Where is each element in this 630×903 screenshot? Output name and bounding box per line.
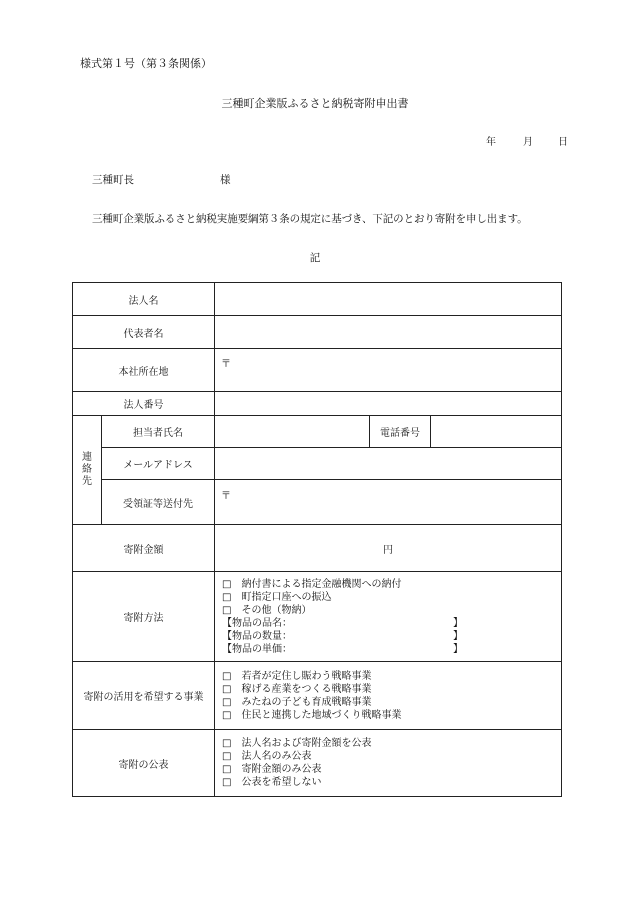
row-corp-number xyxy=(73,392,562,416)
receipt-address-label: 受領証等送付先 xyxy=(102,480,215,525)
date-day: 日 xyxy=(558,137,568,148)
goods-unit-price-field[interactable]: 【物品の単価： 】 xyxy=(222,643,463,655)
publish-options xyxy=(215,730,562,797)
amount-label: 寄附金額 xyxy=(73,525,215,572)
corp-number-label: 法人番号 xyxy=(73,392,215,416)
row-email xyxy=(73,448,562,480)
addressee: 三種町長 xyxy=(92,174,134,186)
contact-group-label: 連絡先 xyxy=(73,416,102,525)
ki-heading: 記 xyxy=(309,252,321,264)
person-in-charge-field[interactable] xyxy=(215,416,370,448)
method-options xyxy=(215,572,562,662)
method-option-invoice[interactable]: □ 納付書による指定金融機関への納付 xyxy=(222,578,402,590)
amount-unit: 円 xyxy=(383,544,393,556)
receipt-address-field[interactable] xyxy=(215,480,562,525)
donation-form-table xyxy=(72,282,562,797)
honorific: 様 xyxy=(220,174,231,186)
use-option-community[interactable]: □ 住民と連携した地域づくり戦略事業 xyxy=(222,709,402,721)
method-option-in-kind[interactable]: □ その他（物納） xyxy=(222,604,312,616)
publish-option-amount-only[interactable]: □ 寄附金額のみ公表 xyxy=(222,764,322,775)
row-method xyxy=(73,572,562,662)
form-number: 様式第１号（第３条関係） xyxy=(80,57,212,70)
goods-quantity-field[interactable]: 【物品の数量： 】 xyxy=(222,630,463,642)
receipt-zip-mark: 〒 xyxy=(221,490,231,502)
corp-number-field[interactable] xyxy=(215,392,562,416)
row-amount xyxy=(73,525,562,572)
document-title: 三種町企業版ふるさと納税寄附申出書 xyxy=(221,97,409,110)
row-use xyxy=(73,662,562,730)
row-hq-address xyxy=(73,349,562,392)
phone-field[interactable] xyxy=(431,416,562,448)
corp-name-field[interactable] xyxy=(215,283,562,316)
email-label: メールアドレス xyxy=(102,448,215,480)
hq-zip-mark: 〒 xyxy=(221,358,231,370)
publish-label: 寄附の公表 xyxy=(73,730,215,797)
method-label: 寄附方法 xyxy=(73,572,215,662)
email-field[interactable] xyxy=(215,448,562,480)
use-option-industry[interactable]: □ 稼げる産業をつくる戦略事業 xyxy=(222,683,372,695)
person-in-charge-label: 担当者氏名 xyxy=(102,416,215,448)
hq-address-field[interactable] xyxy=(215,349,562,392)
amount-field[interactable] xyxy=(215,525,562,572)
date-year: 年 xyxy=(486,137,496,148)
use-options xyxy=(215,662,562,730)
row-contact-person xyxy=(73,416,562,448)
rep-name-field[interactable] xyxy=(215,316,562,349)
publish-option-name-and-amount[interactable]: □ 法人名および寄附金額を公表 xyxy=(222,738,372,749)
row-publish xyxy=(73,730,562,797)
publish-option-name-only[interactable]: □ 法人名のみ公表 xyxy=(222,751,312,762)
phone-label: 電話番号 xyxy=(370,416,431,448)
hq-address-label: 本社所在地 xyxy=(73,349,215,392)
publish-option-none[interactable]: □ 公表を希望しない xyxy=(222,777,322,788)
row-corp-name xyxy=(73,283,562,316)
use-label: 寄附の活用を希望する事業 xyxy=(73,662,215,730)
row-rep-name xyxy=(73,316,562,349)
row-receipt-address xyxy=(73,480,562,525)
method-option-transfer[interactable]: □ 町指定口座への振込 xyxy=(222,591,332,603)
use-option-children[interactable]: □ みたねの子ども育成戦略事業 xyxy=(222,696,372,708)
goods-name-field[interactable]: 【物品の品名： 】 xyxy=(222,617,463,629)
corp-name-label: 法人名 xyxy=(73,283,215,316)
statement: 三種町企業版ふるさと納税実施要綱第３条の規定に基づき、下記のとおり寄附を申し出ます。 xyxy=(92,213,528,225)
rep-name-label: 代表者名 xyxy=(73,316,215,349)
date-month: 月 xyxy=(523,137,533,148)
use-option-settlement[interactable]: □ 若者が定住し賑わう戦略事業 xyxy=(222,670,372,682)
